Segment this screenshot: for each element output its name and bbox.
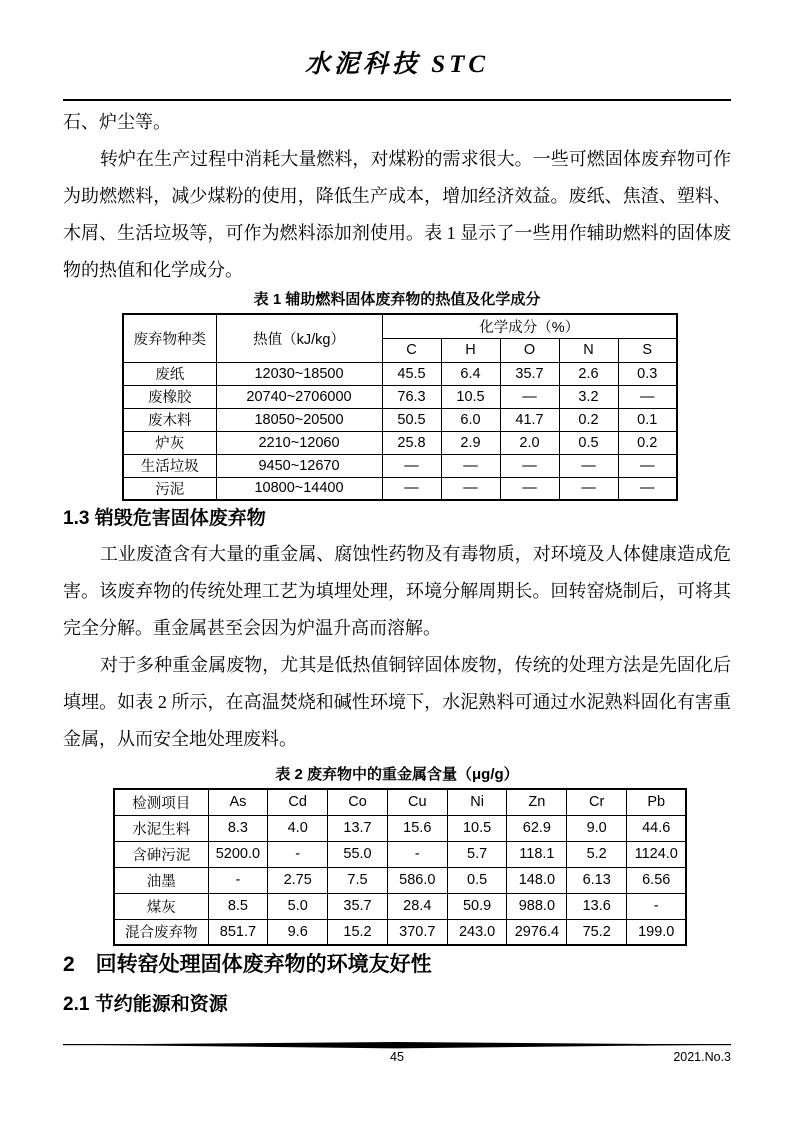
leading-line: 石、炉尘等。 [63, 112, 171, 132]
cell-value: — [559, 454, 618, 477]
cell-value: 75.2 [567, 919, 627, 945]
table-row [114, 867, 686, 893]
cell-value: 2.75 [268, 867, 328, 893]
cell-value: 243.0 [447, 919, 507, 945]
cell-value: - [268, 841, 328, 867]
row-label: 油墨 [114, 867, 208, 893]
row-label: 废纸 [123, 362, 216, 385]
cell-value: 45.5 [382, 362, 441, 385]
page-footer [63, 1050, 731, 1064]
cell-value: 2.9 [441, 431, 500, 454]
cell-value: 41.7 [500, 408, 559, 431]
section-heading-2: 2 回转窑处理固体废弃物的环境友好性 [63, 953, 432, 976]
cell-value: 148.0 [507, 867, 567, 893]
cell-value: 18050~20500 [216, 408, 382, 431]
paragraph-3: 对于多种重金属废物，尤其是低热值铜锌固体废物，传统的处理方法是先固化后填埋。如表 2 所示，在高温焚烧和碱性环境下，水泥熟料可通过水泥熟料固化有害重金属，从而安全地处理废料。 [63, 655, 731, 749]
col-header-co: Co [328, 789, 388, 815]
cell-value: 13.6 [567, 893, 627, 919]
section-heading-1-3: 1.3 销毁危害固体废弃物 [63, 508, 266, 529]
col-header-zn: Zn [507, 789, 567, 815]
cell-value: 50.5 [382, 408, 441, 431]
cell-value: 6.13 [567, 867, 627, 893]
cell-value: 9.0 [567, 815, 627, 841]
cell-value: 0.5 [559, 431, 618, 454]
table-row [123, 385, 677, 408]
cell-value: 6.0 [441, 408, 500, 431]
cell-value: — [618, 454, 677, 477]
page-number: 45 [390, 1050, 404, 1064]
table-heavy-metals [113, 788, 687, 946]
section-heading-2-1: 2.1 节约能源和资源 [63, 994, 228, 1015]
cell-value: 4.0 [268, 815, 328, 841]
cell-value: 10.5 [441, 385, 500, 408]
cell-value: 35.7 [328, 893, 388, 919]
cell-value: 0.5 [447, 867, 507, 893]
table-row [123, 431, 677, 454]
diamond-rule-shape [63, 1042, 731, 1049]
cell-value: 10.5 [447, 815, 507, 841]
cell-value: — [441, 477, 500, 500]
journal-title: 水泥科技 STC [304, 51, 490, 78]
cell-value: 35.7 [500, 362, 559, 385]
cell-value: 0.3 [618, 362, 677, 385]
row-label: 废木料 [123, 408, 216, 431]
cell-value: 10800~14400 [216, 477, 382, 500]
row-label: 水泥生料 [114, 815, 208, 841]
cell-value: 3.2 [559, 385, 618, 408]
cell-value: 2210~12060 [216, 431, 382, 454]
row-label: 煤灰 [114, 893, 208, 919]
cell-value: 9.6 [268, 919, 328, 945]
cell-value: 8.3 [208, 815, 268, 841]
paragraph-2: 工业废渣含有大量的重金属、腐蚀性药物及有毒物质，对环境及人体健康造成危害。该废弃物的传统处理工艺为填埋处理，环境分解周期长。回转窑烧制后，可将其完全分解。重金属甚至会因为炉温升高而溶解。 [63, 544, 731, 638]
cell-value: 5.7 [447, 841, 507, 867]
cell-value: 199.0 [627, 919, 687, 945]
table-row [123, 454, 677, 477]
cell-value: — [382, 477, 441, 500]
cell-value: — [500, 385, 559, 408]
cell-value: 118.1 [507, 841, 567, 867]
table-row [114, 919, 686, 945]
cell-value: 851.7 [208, 919, 268, 945]
cell-value: 50.9 [447, 893, 507, 919]
col-header-waste-type: 废弃物种类 [123, 314, 216, 362]
cell-value: — [618, 385, 677, 408]
col-header-cr: Cr [567, 789, 627, 815]
col-header-cd: Cd [268, 789, 328, 815]
cell-value: — [500, 454, 559, 477]
cell-value: 1124.0 [627, 841, 687, 867]
cell-value: 13.7 [328, 815, 388, 841]
header-rule [63, 99, 731, 101]
paragraph-1: 转炉在生产过程中消耗大量燃料，对煤粉的需求很大。一些可燃固体废弃物可作为助燃燃料，减少煤粉的使用，降低生产成本，增加经济效益。废纸、焦渣、塑料、木屑、生活垃圾等，可作为燃料添加剂使用。表 1 显示了一些用作辅助燃料的固体废物的热值和化学成分。 [63, 149, 731, 280]
col-header-cu: Cu [387, 789, 447, 815]
cell-value: 7.5 [328, 867, 388, 893]
row-label: 混合废弃物 [114, 919, 208, 945]
cell-value: 2.6 [559, 362, 618, 385]
table-row [114, 815, 686, 841]
cell-value: 586.0 [387, 867, 447, 893]
table2-header-row [114, 789, 686, 815]
table1-caption: 表 1 辅助燃料固体废弃物的热值及化学成分 [253, 291, 541, 308]
cell-value: 15.6 [387, 815, 447, 841]
table-row [123, 477, 677, 500]
row-label: 生活垃圾 [123, 454, 216, 477]
row-label: 含砷污泥 [114, 841, 208, 867]
cell-value: 28.4 [387, 893, 447, 919]
cell-value: 8.5 [208, 893, 268, 919]
cell-value: 2.0 [500, 431, 559, 454]
row-label: 污泥 [123, 477, 216, 500]
cell-value: 25.8 [382, 431, 441, 454]
cell-value: 6.56 [627, 867, 687, 893]
col-header-h: H [441, 338, 500, 362]
table-row [114, 893, 686, 919]
col-header-n: N [559, 338, 618, 362]
col-header-as: As [208, 789, 268, 815]
cell-value: — [382, 454, 441, 477]
cell-value: 5.2 [567, 841, 627, 867]
col-header-o: O [500, 338, 559, 362]
cell-value: — [500, 477, 559, 500]
row-label: 炉灰 [123, 431, 216, 454]
cell-value: 6.4 [441, 362, 500, 385]
cell-value: 0.2 [618, 431, 677, 454]
cell-value: 44.6 [627, 815, 687, 841]
cell-value: 0.1 [618, 408, 677, 431]
col-header-s: S [618, 338, 677, 362]
cell-value: 5200.0 [208, 841, 268, 867]
cell-value: — [618, 477, 677, 500]
footer-divider [63, 1042, 731, 1049]
cell-value: 2976.4 [507, 919, 567, 945]
col-header-pb: Pb [627, 789, 687, 815]
cell-value: - [387, 841, 447, 867]
cell-value: 0.2 [559, 408, 618, 431]
page-header [63, 44, 731, 80]
table-fuel-waste [122, 313, 678, 501]
cell-value: 55.0 [328, 841, 388, 867]
cell-value: 76.3 [382, 385, 441, 408]
cell-value: 62.9 [507, 815, 567, 841]
cell-value: 12030~18500 [216, 362, 382, 385]
table1-header-row-1 [123, 314, 677, 338]
row-label: 废橡胶 [123, 385, 216, 408]
col-header-heat-value: 热值（kJ/kg） [216, 314, 382, 362]
col-header-chem-group: 化学成分（%） [382, 314, 677, 338]
cell-value: 9450~12670 [216, 454, 382, 477]
col-header-item: 检测项目 [114, 789, 208, 815]
cell-value: — [559, 477, 618, 500]
table-row [114, 841, 686, 867]
cell-value: 988.0 [507, 893, 567, 919]
cell-value: — [441, 454, 500, 477]
cell-value: 370.7 [387, 919, 447, 945]
issue-label: 2021.No.3 [673, 1050, 731, 1064]
cell-value: 5.0 [268, 893, 328, 919]
cell-value: 20740~2706000 [216, 385, 382, 408]
table2-caption: 表 2 废弃物中的重金属含量（μg/g） [275, 766, 519, 783]
cell-value: 15.2 [328, 919, 388, 945]
table-row [123, 362, 677, 385]
col-header-c: C [382, 338, 441, 362]
col-header-ni: Ni [447, 789, 507, 815]
cell-value: - [208, 867, 268, 893]
cell-value: - [627, 893, 687, 919]
table-row [123, 408, 677, 431]
